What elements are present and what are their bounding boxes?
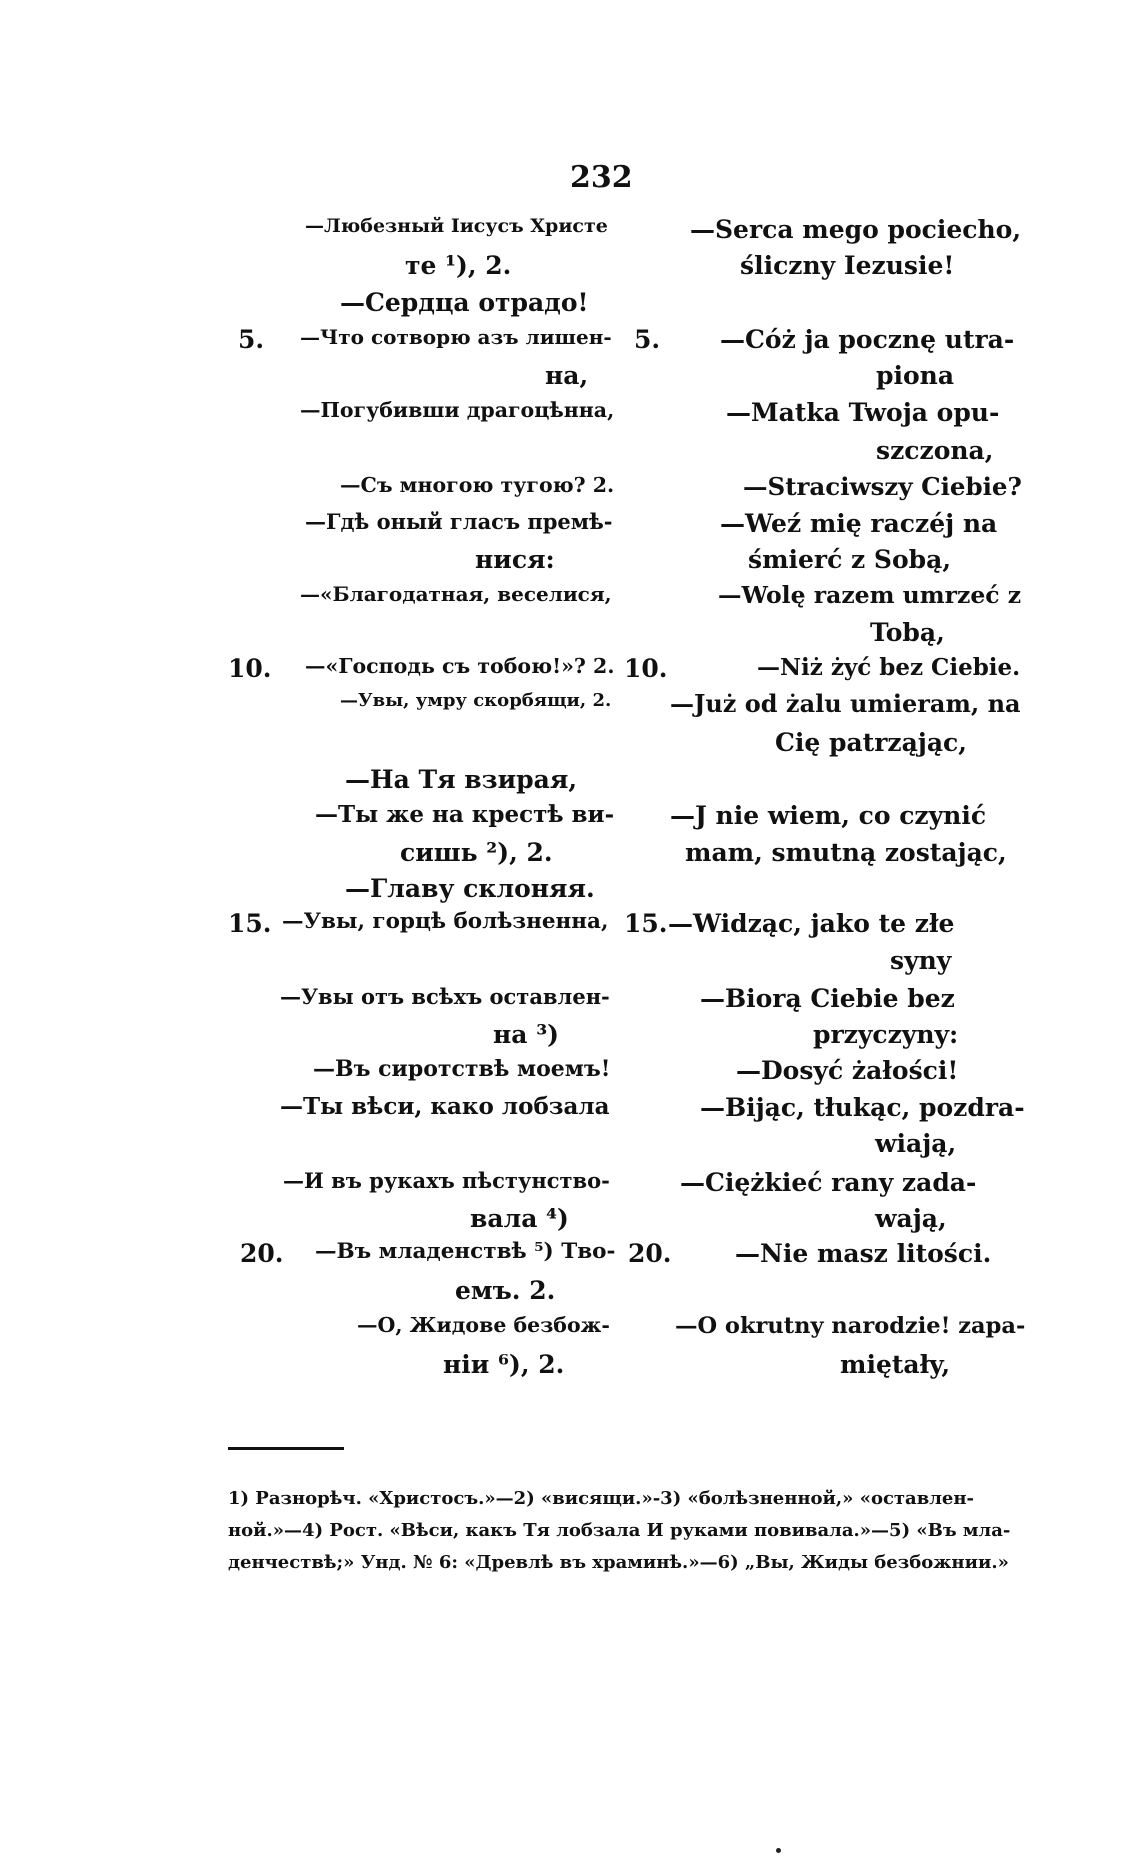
left-verse-line: —Гдѣ оный гласъ премѣ- [305, 509, 613, 534]
right-verse-line: miętały, [840, 1350, 951, 1379]
left-verse-line: те ¹), 2. [405, 251, 512, 280]
right-verse-line: —Już od żalu umieram, na [670, 689, 1021, 718]
right-verse-line: —Serca mego pociecho, [690, 215, 1022, 244]
left-verse-line: —Любезный Iисусъ Христе [305, 215, 608, 237]
right-verse-line: —Widząc, jako te złe [668, 909, 955, 938]
right-verse-line: szczona, [876, 436, 994, 465]
left-verse-line: —Въ сиротствѣ моемъ! [313, 1056, 611, 1082]
page-number: 232 [570, 160, 633, 195]
right-verse-line: wiają, [875, 1129, 957, 1158]
footnote-rule [228, 1447, 344, 1450]
left-verse-line: на ³) [493, 1020, 559, 1049]
right-verse-line: wają, [875, 1204, 947, 1233]
left-verse-line: —Увы отъ всѣхъ оставлен- [280, 984, 610, 1009]
verse-number-right: 10. [624, 654, 668, 683]
right-verse-line: przyczyny: [813, 1020, 959, 1049]
left-verse-line: —Сердца отрадо! [340, 288, 589, 317]
left-verse-line: —Увы, умру скорбящи, 2. [340, 690, 612, 711]
left-verse-line: сишь ²), 2. [400, 838, 553, 867]
right-verse-line: —Nie masz litości. [735, 1239, 992, 1268]
right-verse-line: —Biorą Ciebie bez [700, 984, 955, 1013]
verse-number-left: 15. [228, 909, 272, 938]
left-verse-line: —Въ младенствѣ ⁵) Тво- [315, 1239, 616, 1264]
left-verse-line: вала ⁴) [470, 1204, 569, 1233]
verse-number-left: 5. [238, 325, 265, 354]
left-verse-line: на, [545, 361, 589, 390]
left-verse-line: нiи ⁶), 2. [443, 1350, 565, 1379]
footnote-line: ной.»—4) Рост. «Вѣси, какъ Тя лобзала И руками повивала.»—5) «Въ мла- [228, 1520, 1011, 1541]
verse-number-left: 20. [240, 1239, 284, 1268]
left-verse-line: —«Господь съ тобою!»? 2. [305, 654, 615, 678]
right-verse-line: —Dosyć żałości! [736, 1056, 959, 1085]
left-verse-line: емъ. 2. [455, 1276, 556, 1305]
right-verse-line: —Niż żyć bez Ciebie. [757, 654, 1021, 681]
left-verse-line: —Съ многою тугою? 2. [340, 473, 615, 497]
verse-number-right: 5. [634, 325, 661, 354]
right-verse-line: —Weź mię raczéj na [720, 509, 998, 538]
right-verse-line: Cię patrząjąc, [775, 728, 967, 757]
right-verse-line: śliczny Iezusie! [740, 251, 955, 280]
left-verse-line: —О, Жидове безбож- [357, 1313, 610, 1337]
left-verse-line: —Что сотворю азъ лишен- [300, 325, 612, 349]
left-verse-line: —Ты вѣси, како лобзала [280, 1093, 610, 1120]
right-verse-line: —O okrutny narodzie! zapa- [675, 1313, 1026, 1339]
verse-number-left: 10. [228, 654, 272, 683]
verse-number-right: 20. [628, 1239, 672, 1268]
left-verse-line: —«Благодатная, веселися, [300, 582, 612, 606]
footnote-line: 1) Разнорѣч. «Христосъ.»—2) «висящи.»-3) «болѣзненной,» «оставлен- [228, 1488, 975, 1509]
footnote-line: денчествѣ;» Унд. № 6: «Древлѣ въ храминѣ.»—6) „Вы, Жиды безбожнии.» [228, 1552, 1009, 1573]
left-verse-line: —И въ рукахъ пѣстунство- [283, 1168, 610, 1193]
left-verse-line: —Главу склоняя. [345, 874, 595, 903]
left-verse-line: —Погубивши драгоцѣнна, [300, 398, 615, 422]
right-verse-line: —Bijąc, tłukąc, pozdra- [700, 1093, 1025, 1122]
right-verse-line: mam, smutną zostając, [685, 838, 1007, 867]
right-verse-line: śmierć z Sobą, [748, 545, 952, 574]
left-verse-line: —Увы, горцѣ болѣзненна, [282, 909, 609, 934]
left-verse-line: —Ты же на крестѣ ви- [315, 801, 615, 828]
right-verse-line: Tobą, [870, 618, 945, 647]
right-verse-line: —J nie wiem, co czynić [670, 801, 987, 830]
right-verse-line: —Cóż ja pocznę utra- [720, 325, 1015, 354]
left-verse-line: нися: [475, 545, 555, 574]
right-verse-line: piona [876, 361, 955, 390]
verse-number-right: 15. [624, 909, 668, 938]
right-verse-line: —Ciężkieć rany zada- [680, 1168, 977, 1197]
right-verse-line: —Straciwszy Ciebie? [743, 472, 1022, 501]
printer-mark [776, 1848, 781, 1853]
left-verse-line: —На Тя взирая, [345, 765, 578, 794]
right-verse-line: —Wolę razem umrzeć z [718, 581, 1022, 609]
right-verse-line: —Matka Twoja opu- [726, 398, 1000, 427]
right-verse-line: syny [890, 946, 952, 975]
